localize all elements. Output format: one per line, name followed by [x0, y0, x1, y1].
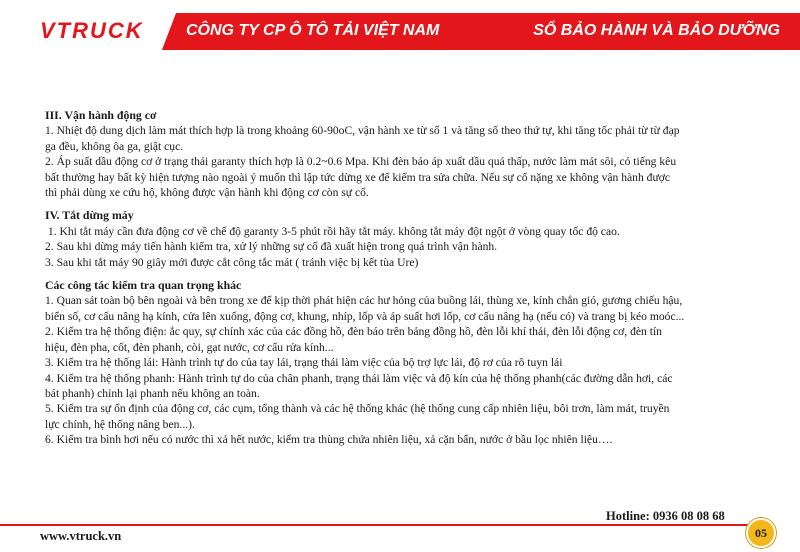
page-header — [0, 0, 800, 64]
website-link[interactable]: www.vtruck.vn — [40, 529, 122, 543]
text-line: 2. Kiểm tra hệ thống điện: ắc quy, sự chính xác của các đồng hồ, đèn báo trên bảng đồng hồ, đèn lỗi khí thải, đèn lỗi động cơ, đèn tín — [45, 325, 662, 339]
text-line: 5. Kiểm tra sự ổn định của động cơ, các cụm, tổng thành và các hệ thống khác (hệ thống cung cấp nhiên liệu, bôi trơn, làm mát, truyền — [45, 402, 670, 416]
page-number-badge: 05 — [746, 518, 776, 548]
text-line: thì phải dùng xe cứu hộ, không được vận hành khi động cơ còn sự cố. — [45, 186, 369, 200]
text-line: bát phanh) chỉnh lại phanh nếu không an toàn. — [45, 386, 260, 400]
text-line: lực chính, hệ thống nâng ben...). — [45, 417, 195, 431]
section-title-other-checks: Các công tác kiểm tra quan trọng khác — [45, 278, 242, 293]
section-title-engine-operation: III. Vận hành động cơ — [45, 108, 157, 122]
text-line: 4. Kiểm tra hệ thống phanh: Hành trình tự do của chân phanh, trạng thái làm việc và độ kín của hệ thống phanh(các đường dẫn hơi, các — [45, 371, 673, 385]
text-line: 1. Nhiệt độ dung dịch làm mát thích hợp là trong khoảng 60-90oC, vận hành xe từ số 1 và tăng số theo thứ tự, khi tăng tốc phải từ từ đạp — [45, 124, 680, 138]
document-body — [45, 108, 770, 448]
text-line: 3. Sau khi tắt máy 90 giây mới được cắt công tắc mát ( tránh việc bị kết tùa Ure) — [45, 255, 419, 269]
booklet-title: SỔ BẢO HÀNH VÀ BẢO DƯỠNG — [533, 22, 780, 39]
company-name: CÔNG TY CP Ô TÔ TẢI VIỆT NAM — [186, 22, 440, 39]
footer-divider — [0, 524, 758, 526]
text-line: 2. Sau khi dừng máy tiến hành kiểm tra, xử lý những sự cố đã xuất hiện trong quá trình vận hành. — [45, 240, 498, 254]
text-line: ga đều, không ôa ga, giật cục. — [45, 139, 184, 153]
text-line: 6. Kiểm tra bình hơi nếu có nước thì xả hết nước, kiểm tra thùng chứa nhiên liệu, xả cặn bẩn, nước ở bầu lọc nhiên liệu…. — [45, 433, 613, 447]
vtruck-logo: VTRUCK — [40, 18, 144, 43]
text-line: hiệu, đèn pha, cốt, đèn phanh, còi, gạt nước, cơ cấu rửa kính... — [45, 340, 334, 354]
text-line: 1. Khi tắt máy cần đưa động cơ về chế độ garanty 3-5 phút rồi hãy tắt máy. không tắt máy đột ngột ở vòng quay tốc độ cao. — [45, 224, 620, 238]
text-line: 3. Kiểm tra hệ thống lái: Hành trình tự do của tay lái, trạng thái làm việc của bộ trợ lực lái, độ rơ của rô tuyn lái — [45, 356, 563, 370]
text-line: biển số, cơ cấu nâng hạ kính, cửa lên xuống, động cơ, khung, nhíp, lốp và áp suất hơi lốp, cơ cấu nâng hạ (nếu có) và trang bị kéo moóc... — [45, 309, 685, 323]
text-line: 1. Quan sát toàn bộ bên ngoài và bên trong xe để kịp thời phát hiện các hư hỏng của buồng lái, thùng xe, kính chắn gió, gương chiếu hậu, — [45, 294, 683, 308]
text-line: bất thường hay bất kỳ hiện tượng nào ngoài ý muốn thì lập tức dừng xe để kiểm tra sửa chữa. Nếu sự cố nặng xe không vận hành được — [45, 170, 671, 184]
section-title-engine-stop: IV. Tắt dừng máy — [45, 208, 134, 223]
text-line: 2. Áp suất dầu động cơ ở trạng thái garanty thích hợp là 0.2~0.6 Mpa. Khi đèn báo áp xuất dầu quá thấp, nước làm mát sôi, có tiếng kêu — [45, 155, 677, 169]
hotline: Hotline: 0936 08 08 68 — [606, 509, 725, 523]
